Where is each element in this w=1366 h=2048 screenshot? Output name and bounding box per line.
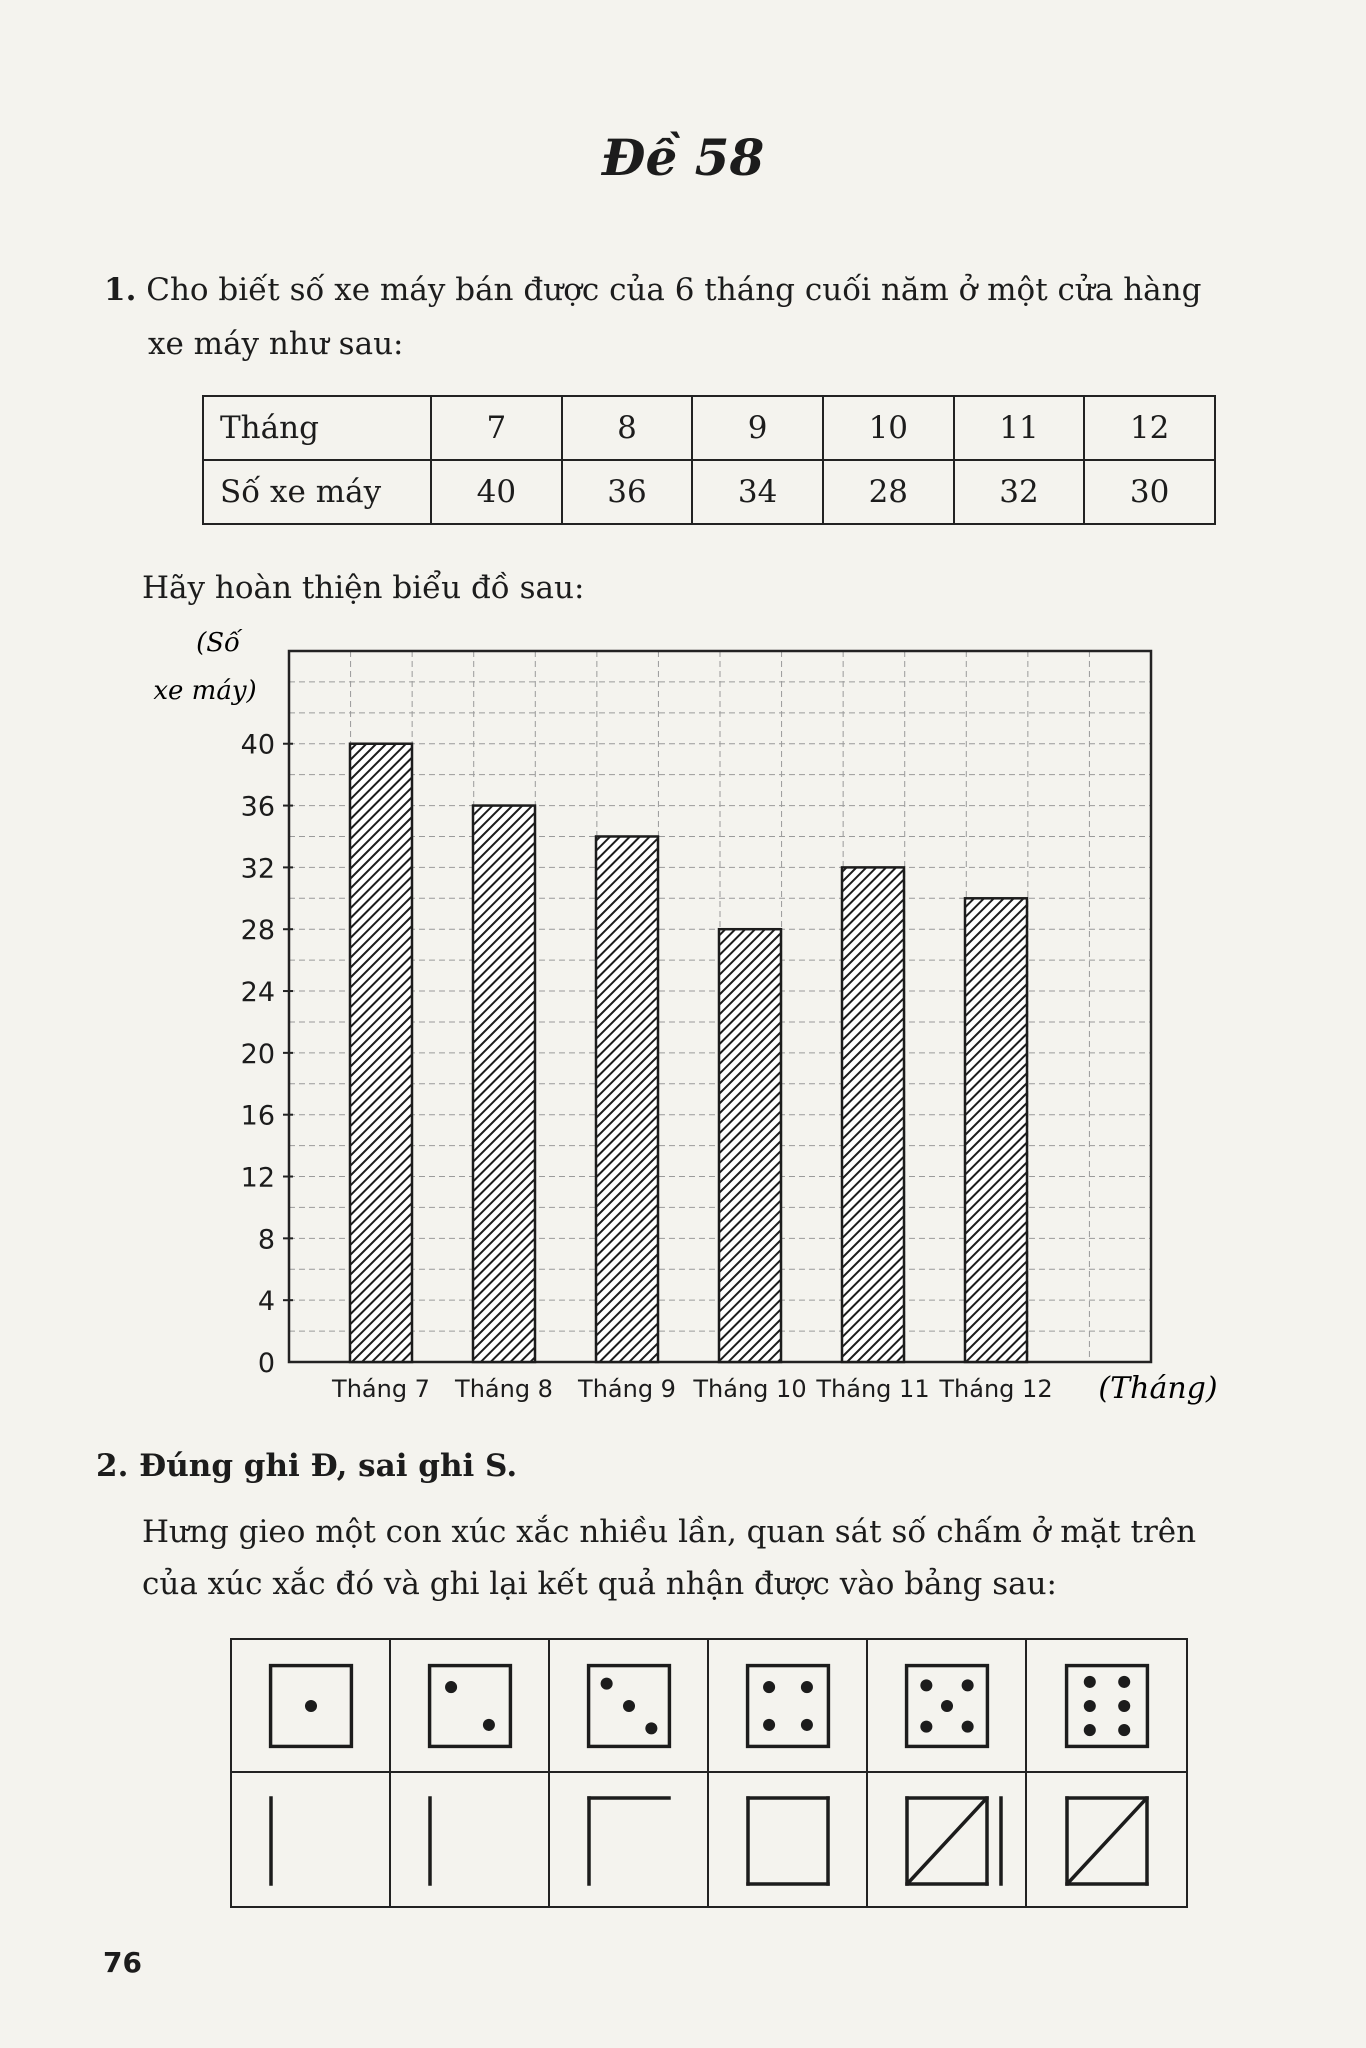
x-tick-label: Tháng 10 (693, 1375, 807, 1403)
chart-bar (596, 836, 658, 1362)
q1-number: 1. (104, 272, 137, 308)
tally-stroke (909, 1800, 985, 1882)
dice-face-cell (1027, 1640, 1186, 1773)
y-tick-label: 8 (257, 1224, 275, 1256)
table-cell: 12 (1084, 396, 1215, 460)
tally-mark-icon (728, 1792, 848, 1888)
tally-cell (232, 1773, 391, 1906)
chart-yticks (241, 730, 293, 1379)
table-cell: 10 (823, 396, 954, 460)
dice-outline (429, 1665, 510, 1746)
table-cell: 36 (562, 460, 693, 524)
dice-pip (1118, 1699, 1130, 1711)
dice-pip (800, 1681, 812, 1693)
y-axis-label-line1: (Số (196, 628, 240, 658)
table-cell: 40 (431, 460, 562, 524)
y-tick-label: 32 (240, 853, 275, 885)
chart-bar (965, 898, 1027, 1362)
table-cell: 11 (954, 396, 1085, 460)
dice-face-icon (745, 1663, 831, 1749)
table-cell: 30 (1084, 460, 1215, 524)
chart-instruction: Hãy hoàn thiện biểu đồ sau: (142, 570, 585, 606)
y-tick-label: 28 (240, 915, 275, 947)
tally-stroke (1069, 1800, 1145, 1882)
tally-cell (391, 1773, 550, 1906)
q1-line2: xe máy như sau: (148, 326, 404, 362)
page-title: Đề 58 (601, 128, 765, 187)
table-row-label: Số xe máy (203, 460, 431, 524)
dice-pip (920, 1720, 932, 1732)
dice-pip (763, 1681, 775, 1693)
dice-result-table (230, 1638, 1188, 1908)
dice-pip (600, 1677, 612, 1689)
dice-pip (445, 1681, 457, 1693)
y-tick-label: 4 (257, 1286, 275, 1318)
dice-pip (763, 1718, 775, 1730)
dice-face-icon (1064, 1663, 1150, 1749)
x-axis-label: (Tháng) (1098, 1371, 1218, 1406)
table-cell: 28 (823, 460, 954, 524)
tally-cell (1027, 1773, 1186, 1906)
dice-face-cell (709, 1640, 868, 1773)
dice-pip (304, 1699, 316, 1711)
dice-pip (920, 1679, 932, 1691)
y-tick-label: 16 (240, 1100, 275, 1132)
x-tick-label: Tháng 8 (455, 1375, 553, 1403)
tally-mark-icon (887, 1792, 1007, 1888)
dice-face-cell (232, 1640, 391, 1773)
tally-mark-icon (569, 1792, 689, 1888)
dice-pip (940, 1699, 952, 1711)
chart-xlabels (331, 1375, 1053, 1403)
tally-mark-icon (251, 1792, 371, 1888)
tally-mark-icon (1047, 1792, 1167, 1888)
x-tick-label: Tháng 11 (816, 1375, 930, 1403)
table-cell: 9 (692, 396, 823, 460)
dice-outline (1066, 1665, 1147, 1746)
dice-pip (1083, 1675, 1095, 1687)
q2-title-line (96, 1448, 517, 1484)
dice-face-icon (268, 1663, 354, 1749)
dice-pip (482, 1718, 494, 1730)
dice-pip (961, 1679, 973, 1691)
y-axis-label-line2: xe máy) (153, 676, 257, 706)
dice-face-icon (904, 1663, 990, 1749)
dice-pip (645, 1722, 657, 1734)
chart-bar (719, 929, 781, 1362)
dice-face-icon (586, 1663, 672, 1749)
dice-pip (1083, 1699, 1095, 1711)
y-tick-label: 0 (257, 1348, 275, 1379)
chart-bar (350, 744, 412, 1362)
tally-cell (868, 1773, 1027, 1906)
y-tick-label: 24 (240, 977, 275, 1009)
page-number: 76 (103, 1946, 142, 1979)
tally-cell (709, 1773, 868, 1906)
q1-line1: Cho biết số xe máy bán được của 6 tháng cuối năm ở một cửa hàng (146, 272, 1202, 308)
dice-pip (961, 1720, 973, 1732)
q2-line1: Hưng gieo một con xúc xắc nhiều lần, quan sát số chấm ở mặt trên (142, 1514, 1197, 1550)
tally-mark-icon (410, 1792, 530, 1888)
dice-pip (622, 1699, 634, 1711)
table-row-label: Tháng (203, 396, 431, 460)
q2-number: 2. (96, 1448, 129, 1484)
x-tick-label: Tháng 7 (332, 1375, 430, 1403)
q2-line2: của xúc xắc đó và ghi lại kết quả nhận được vào bảng sau: (142, 1566, 1057, 1602)
x-tick-label: Tháng 12 (939, 1375, 1053, 1403)
y-tick-label: 36 (240, 791, 275, 823)
table-cell: 7 (431, 396, 562, 460)
dice-face-icon (427, 1663, 513, 1749)
dice-outline (747, 1665, 828, 1746)
y-tick-label: 40 (240, 729, 275, 761)
tally-cell (550, 1773, 709, 1906)
x-tick-label: Tháng 9 (578, 1375, 676, 1403)
table-cell: 32 (954, 460, 1085, 524)
dice-face-cell (550, 1640, 709, 1773)
chart-bar (842, 867, 904, 1362)
q2-title: Đúng ghi Đ, sai ghi S. (139, 1448, 518, 1484)
dice-face-cell (391, 1640, 550, 1773)
chart-bar (473, 806, 535, 1362)
table-cell: 8 (562, 396, 693, 460)
y-tick-label: 20 (240, 1038, 275, 1070)
dice-pip (1118, 1675, 1130, 1687)
dice-pip (800, 1718, 812, 1730)
dice-pip (1083, 1724, 1095, 1736)
table-cell: 34 (692, 460, 823, 524)
dice-pip (1118, 1724, 1130, 1736)
y-tick-label: 12 (240, 1162, 275, 1194)
dice-face-cell (868, 1640, 1027, 1773)
